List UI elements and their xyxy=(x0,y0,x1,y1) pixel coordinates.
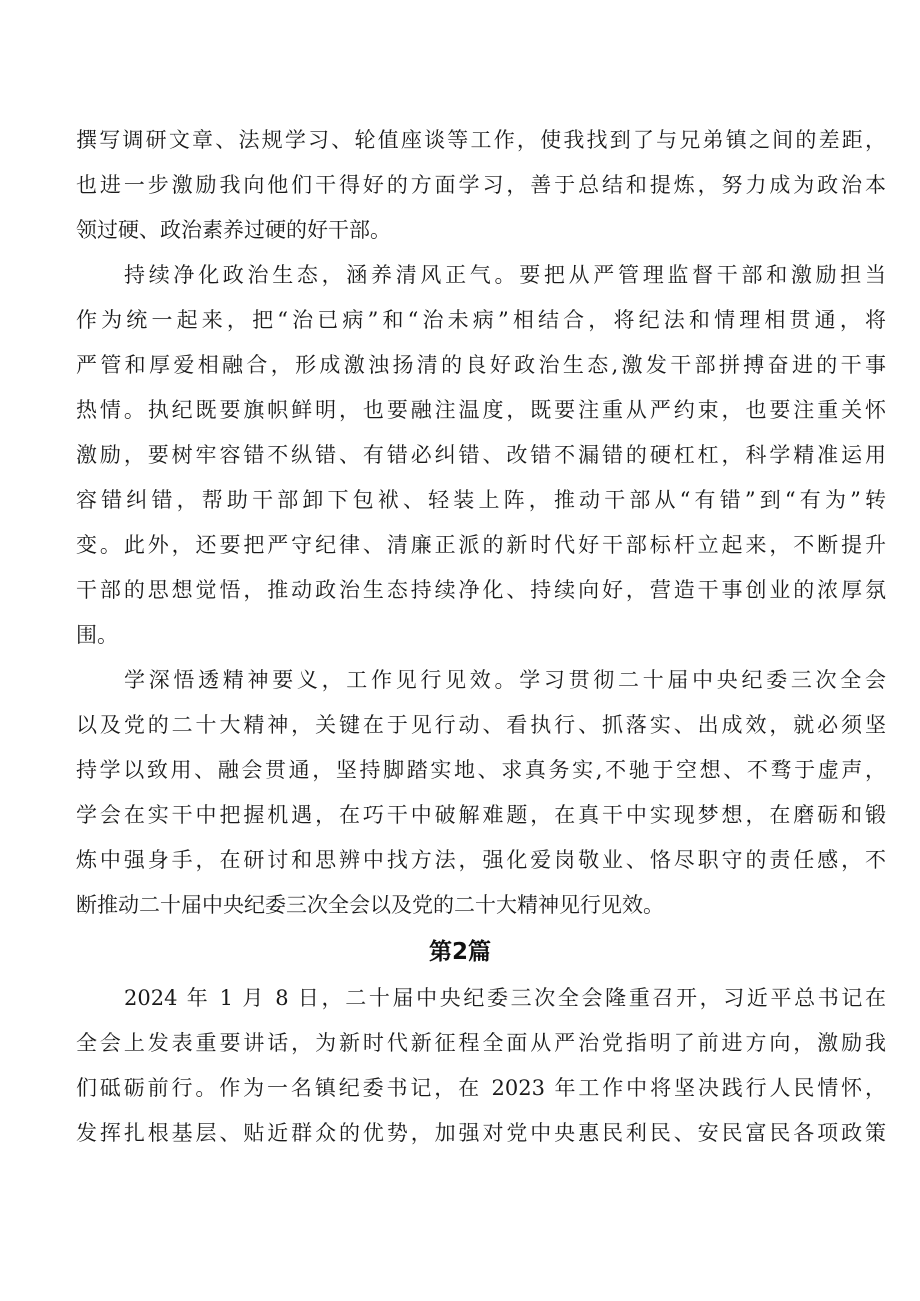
text-line: 断推动二十届中央纪委三次全会以及党的二十大精神见行见效。 xyxy=(76,893,664,917)
text-line: 学会在实干中把握机遇，在巧干中破解难题，在真干中实现梦想，在磨砺和锻 xyxy=(76,803,886,827)
text-line: 持学以致用、融会贯通，坚持脚踏实地、求真务实,不驰于空想、不骛于虚声， xyxy=(76,758,886,782)
text-line: 2024 年 1 月 8 日，二十届中央纪委三次全会隆重召开，习近平总书记在 xyxy=(124,986,886,1010)
text-line: 发挥扎根基层、贴近群众的优势，加强对党中央惠民利民、安民富民各项政策 xyxy=(76,1121,886,1145)
text-line: 作为统一起来，把“治已病”和“治未病”相结合，将纪法和情理相贯通，将 xyxy=(76,308,886,332)
text-line: 学深悟透精神要义，工作见行见效。学习贯彻二十届中央纪委三次全会 xyxy=(124,668,886,692)
text-line: 炼中强身手，在研讨和思辨中找方法，强化爱岗敬业、恪尽职守的责任感，不 xyxy=(76,848,886,872)
text-line: 也进一步激励我向他们干得好的方面学习，善于总结和提炼，努力成为政治本 xyxy=(76,173,886,197)
text-line: 激励，要树牢容错不纵错、有错必纠错、改错不漏错的硬杠杠，科学精准运用 xyxy=(76,443,886,467)
text-line: 容错纠错，帮助干部卸下包袱、轻装上阵，推动干部从“有错”到“有为”转 xyxy=(76,488,886,512)
text-line: 持续净化政治生态，涵养清风正气。要把从严管理监督干部和激励担当 xyxy=(124,263,886,287)
text-line: 变。此外，还要把严守纪律、清廉正派的新时代好干部标杆立起来，不断提升 xyxy=(76,533,886,557)
text-line: 干部的思想觉悟，推动政治生态持续净化、持续向好，营造干事创业的浓厚氛 xyxy=(76,578,886,602)
text-line: 们砥砺前行。作为一名镇纪委书记，在 2023 年工作中将坚决践行人民情怀， xyxy=(76,1076,886,1100)
text-line: 全会上发表重要讲话，为新时代新征程全面从严治党指明了前进方向，激励我 xyxy=(76,1031,886,1055)
text-line: 严管和厚爱相融合，形成激浊扬清的良好政治生态,激发干部拼搏奋进的干事 xyxy=(76,353,886,377)
text-line: 围。 xyxy=(76,623,118,647)
text-line: 热情。执纪既要旗帜鲜明，也要融注温度，既要注重从严约束，也要注重关怀 xyxy=(76,398,886,422)
text-line: 以及党的二十大精神，关键在于见行动、看执行、抓落实、出成效，就必须坚 xyxy=(76,713,886,737)
text-line: 撰写调研文章、法规学习、轮值座谈等工作，使我找到了与兄弟镇之间的差距， xyxy=(76,128,886,152)
text-line: 领过硬、政治素养过硬的好干部。 xyxy=(76,218,391,242)
section-heading: 第2篇 xyxy=(428,939,491,965)
